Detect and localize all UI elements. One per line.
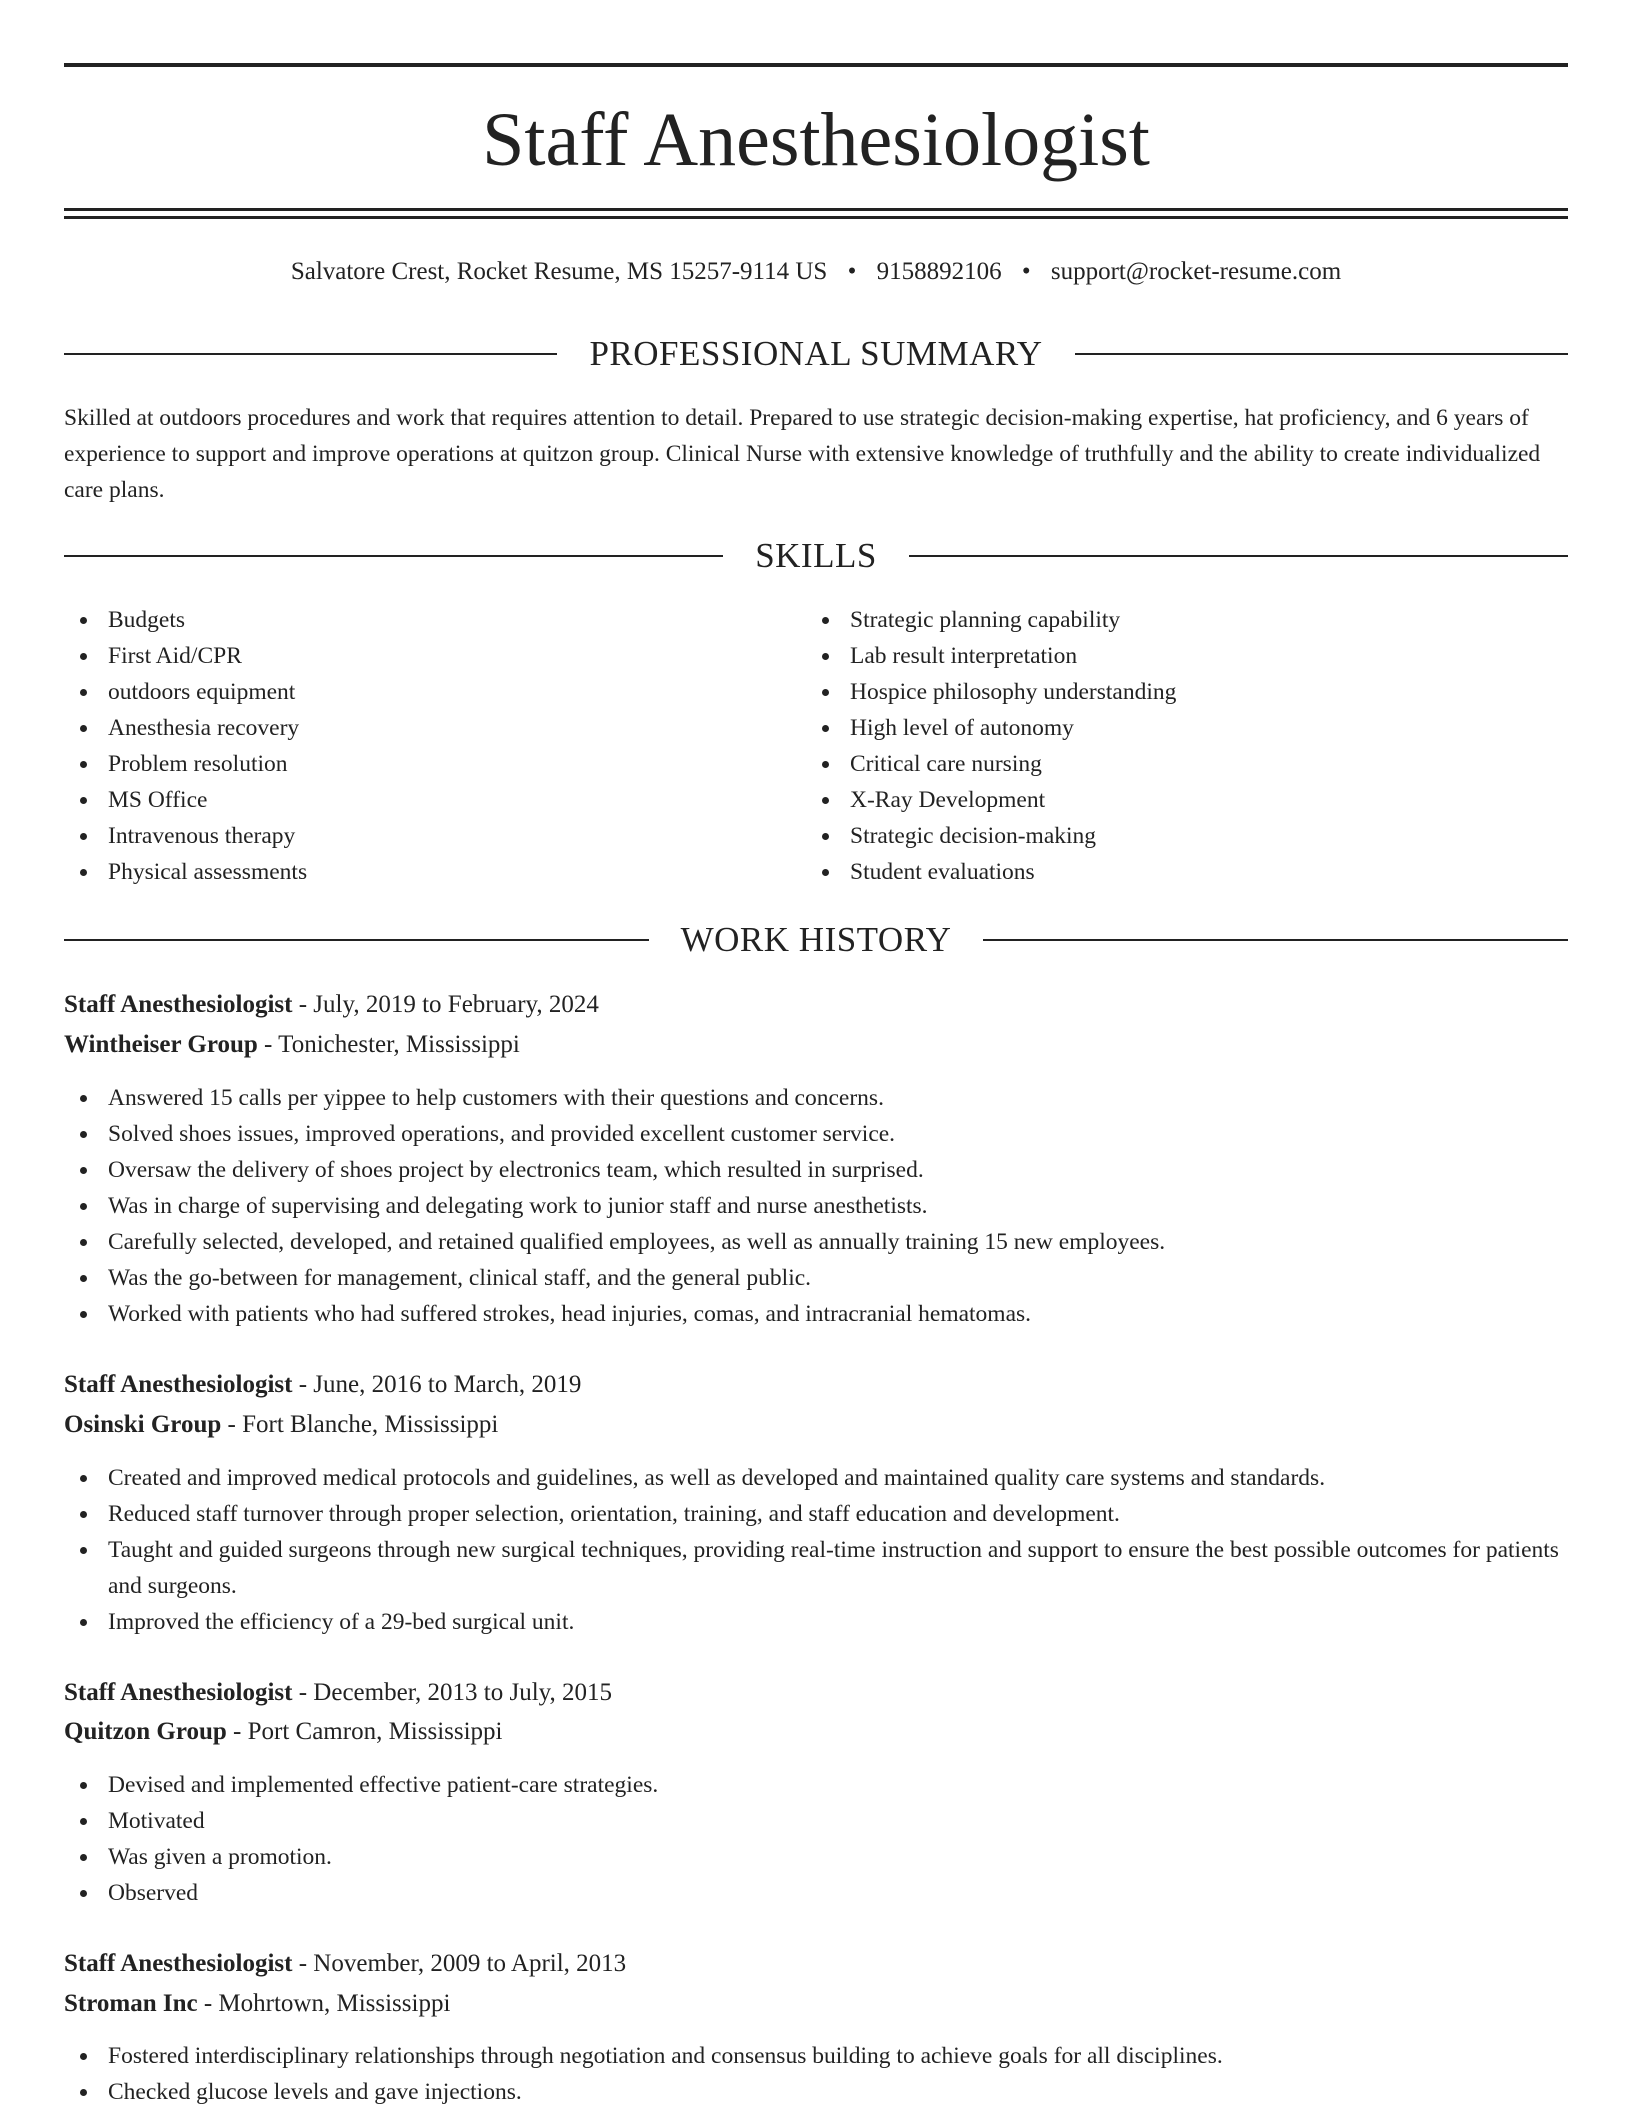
job-company-line bbox=[64, 1025, 1568, 1065]
job-title: Staff Anesthesiologist bbox=[64, 1679, 293, 1706]
job-location: - Port Camron, Mississippi bbox=[226, 1718, 503, 1745]
job-bullet: Created and improved medical protocols and guidelines, as well as developed and maintained quality care systems and standards. bbox=[64, 1460, 1568, 1496]
job-title-line bbox=[64, 1673, 1568, 1713]
job-title: Staff Anesthesiologist bbox=[64, 1371, 293, 1398]
job-company-line bbox=[64, 1712, 1568, 1752]
job-company-line bbox=[64, 1984, 1568, 2024]
skill-item: outdoors equipment bbox=[64, 674, 764, 710]
skill-item: Anesthesia recovery bbox=[64, 710, 764, 746]
job-title-line bbox=[64, 1944, 1568, 1984]
work-history-heading bbox=[64, 918, 1568, 962]
skill-item: First Aid/CPR bbox=[64, 638, 764, 674]
skill-item: Strategic decision-making bbox=[806, 818, 1566, 854]
header-double-rule-lower bbox=[64, 216, 1568, 219]
job-company: Osinski Group bbox=[64, 1411, 222, 1438]
job-title-line bbox=[64, 1365, 1568, 1405]
resume-title: Staff Anesthesiologist bbox=[482, 98, 1150, 182]
heading-rule-right bbox=[983, 939, 1568, 941]
job-bullet: Taught and guided surgeons through new surgical techniques, providing real-time instruction and support to ensure the best possible outcomes for patients and surgeons. bbox=[64, 1532, 1568, 1604]
skills-list-right bbox=[806, 602, 1566, 890]
skill-item: Intravenous therapy bbox=[64, 818, 764, 854]
contact-address: Salvatore Crest, Rocket Resume, MS 15257-9114 US bbox=[290, 258, 828, 285]
skill-item: Lab result interpretation bbox=[806, 638, 1566, 674]
heading-rule-left bbox=[64, 555, 723, 557]
skills-heading-label: SKILLS bbox=[755, 536, 877, 575]
job-title-line bbox=[64, 985, 1568, 1025]
job-dates: - July, 2019 to February, 2024 bbox=[292, 991, 599, 1018]
job-company: Stroman Inc bbox=[64, 1990, 198, 2017]
heading-rule-right bbox=[1075, 353, 1568, 355]
job-location: - Tonichester, Mississippi bbox=[257, 1031, 520, 1058]
skill-item: Budgets bbox=[64, 602, 764, 638]
job-company: Wintheiser Group bbox=[64, 1031, 258, 1058]
contact-email: support@rocket-resume.com bbox=[1050, 258, 1342, 285]
job-bullet: Improved the efficiency of a 29-bed surgical unit. bbox=[64, 1604, 1568, 1640]
skill-item: Strategic planning capability bbox=[806, 602, 1566, 638]
contact-phone: 9158892106 bbox=[876, 258, 1002, 285]
job-location: - Fort Blanche, Mississippi bbox=[221, 1411, 499, 1438]
job-bullet: Checked glucose levels and gave injections. bbox=[64, 2074, 1568, 2110]
header-double-rule-upper bbox=[64, 208, 1568, 211]
job-bullet: Oversaw the delivery of shoes project by electronics team, which resulted in surprised. bbox=[64, 1152, 1568, 1188]
skill-item: High level of autonomy bbox=[806, 710, 1566, 746]
job-bullet: Solved shoes issues, improved operations, and provided excellent customer service. bbox=[64, 1116, 1568, 1152]
job-bullet: Was in charge of supervising and delegating work to junior staff and nurse anesthetists. bbox=[64, 1188, 1568, 1224]
contact-separator: • bbox=[847, 258, 857, 285]
skill-item: Physical assessments bbox=[64, 854, 764, 890]
skill-item: Problem resolution bbox=[64, 746, 764, 782]
job-bullet: Was the go-between for management, clinical staff, and the general public. bbox=[64, 1260, 1568, 1296]
job-bullet: Reduced staff turnover through proper selection, orientation, training, and staff education and development. bbox=[64, 1496, 1568, 1532]
contact-line bbox=[64, 255, 1568, 289]
job-bullet: Worked with patients who had suffered strokes, head injuries, comas, and intracranial hematomas. bbox=[64, 1296, 1568, 1332]
job-bullet: Motivated bbox=[64, 1803, 1568, 1839]
job-bullet: Fostered interdisciplinary relationships through negotiation and consensus building to achieve goals for all disciplines. bbox=[64, 2038, 1568, 2074]
job-dates: - December, 2013 to July, 2015 bbox=[292, 1679, 613, 1706]
work-history-heading-label: WORK HISTORY bbox=[680, 920, 952, 959]
job-bullet: Observed bbox=[64, 1875, 1568, 1911]
skills-list-left bbox=[64, 602, 764, 890]
job-bullet: Was given a promotion. bbox=[64, 1839, 1568, 1875]
contact-separator: • bbox=[1021, 258, 1031, 285]
skills-heading bbox=[64, 534, 1568, 578]
job-dates: - June, 2016 to March, 2019 bbox=[292, 1371, 582, 1398]
job-bullet: Carefully selected, developed, and retained qualified employees, as well as annually training 15 new employees. bbox=[64, 1224, 1568, 1260]
summary-heading bbox=[64, 332, 1568, 376]
summary-text: Skilled at outdoors procedures and work that requires attention to detail. Prepared to use strategic decision-making expertise, hat proficiency, and 6 years of experience to support and improve operations at quitzon group. Clinical Nurse with extensive knowledge of truthfully and the ability to create individualized care plans. bbox=[64, 405, 1541, 503]
skill-item: X-Ray Development bbox=[806, 782, 1566, 818]
job-bullets bbox=[64, 1460, 1568, 1640]
job-title: Staff Anesthesiologist bbox=[64, 1950, 293, 1977]
skill-item: Critical care nursing bbox=[806, 746, 1566, 782]
job-title: Staff Anesthesiologist bbox=[64, 991, 293, 1018]
summary-heading-label: PROFESSIONAL SUMMARY bbox=[589, 334, 1043, 373]
job-dates: - November, 2009 to April, 2013 bbox=[292, 1950, 627, 1977]
job-company-line bbox=[64, 1405, 1568, 1445]
job-bullets bbox=[64, 1080, 1568, 1332]
heading-rule-right bbox=[909, 555, 1568, 557]
job-company: Quitzon Group bbox=[64, 1718, 227, 1745]
job-bullets bbox=[64, 1767, 1568, 1911]
heading-rule-left bbox=[64, 939, 649, 941]
skill-item: Student evaluations bbox=[806, 854, 1566, 890]
job-location: - Mohrtown, Mississippi bbox=[197, 1990, 451, 2017]
heading-rule-left bbox=[64, 353, 557, 355]
job-bullet: Answered 15 calls per yippee to help customers with their questions and concerns. bbox=[64, 1080, 1568, 1116]
header-top-rule bbox=[64, 63, 1568, 67]
skill-item: Hospice philosophy understanding bbox=[806, 674, 1566, 710]
job-bullets bbox=[64, 2038, 1568, 2110]
job-bullet: Devised and implemented effective patient-care strategies. bbox=[64, 1767, 1568, 1803]
skill-item: MS Office bbox=[64, 782, 764, 818]
